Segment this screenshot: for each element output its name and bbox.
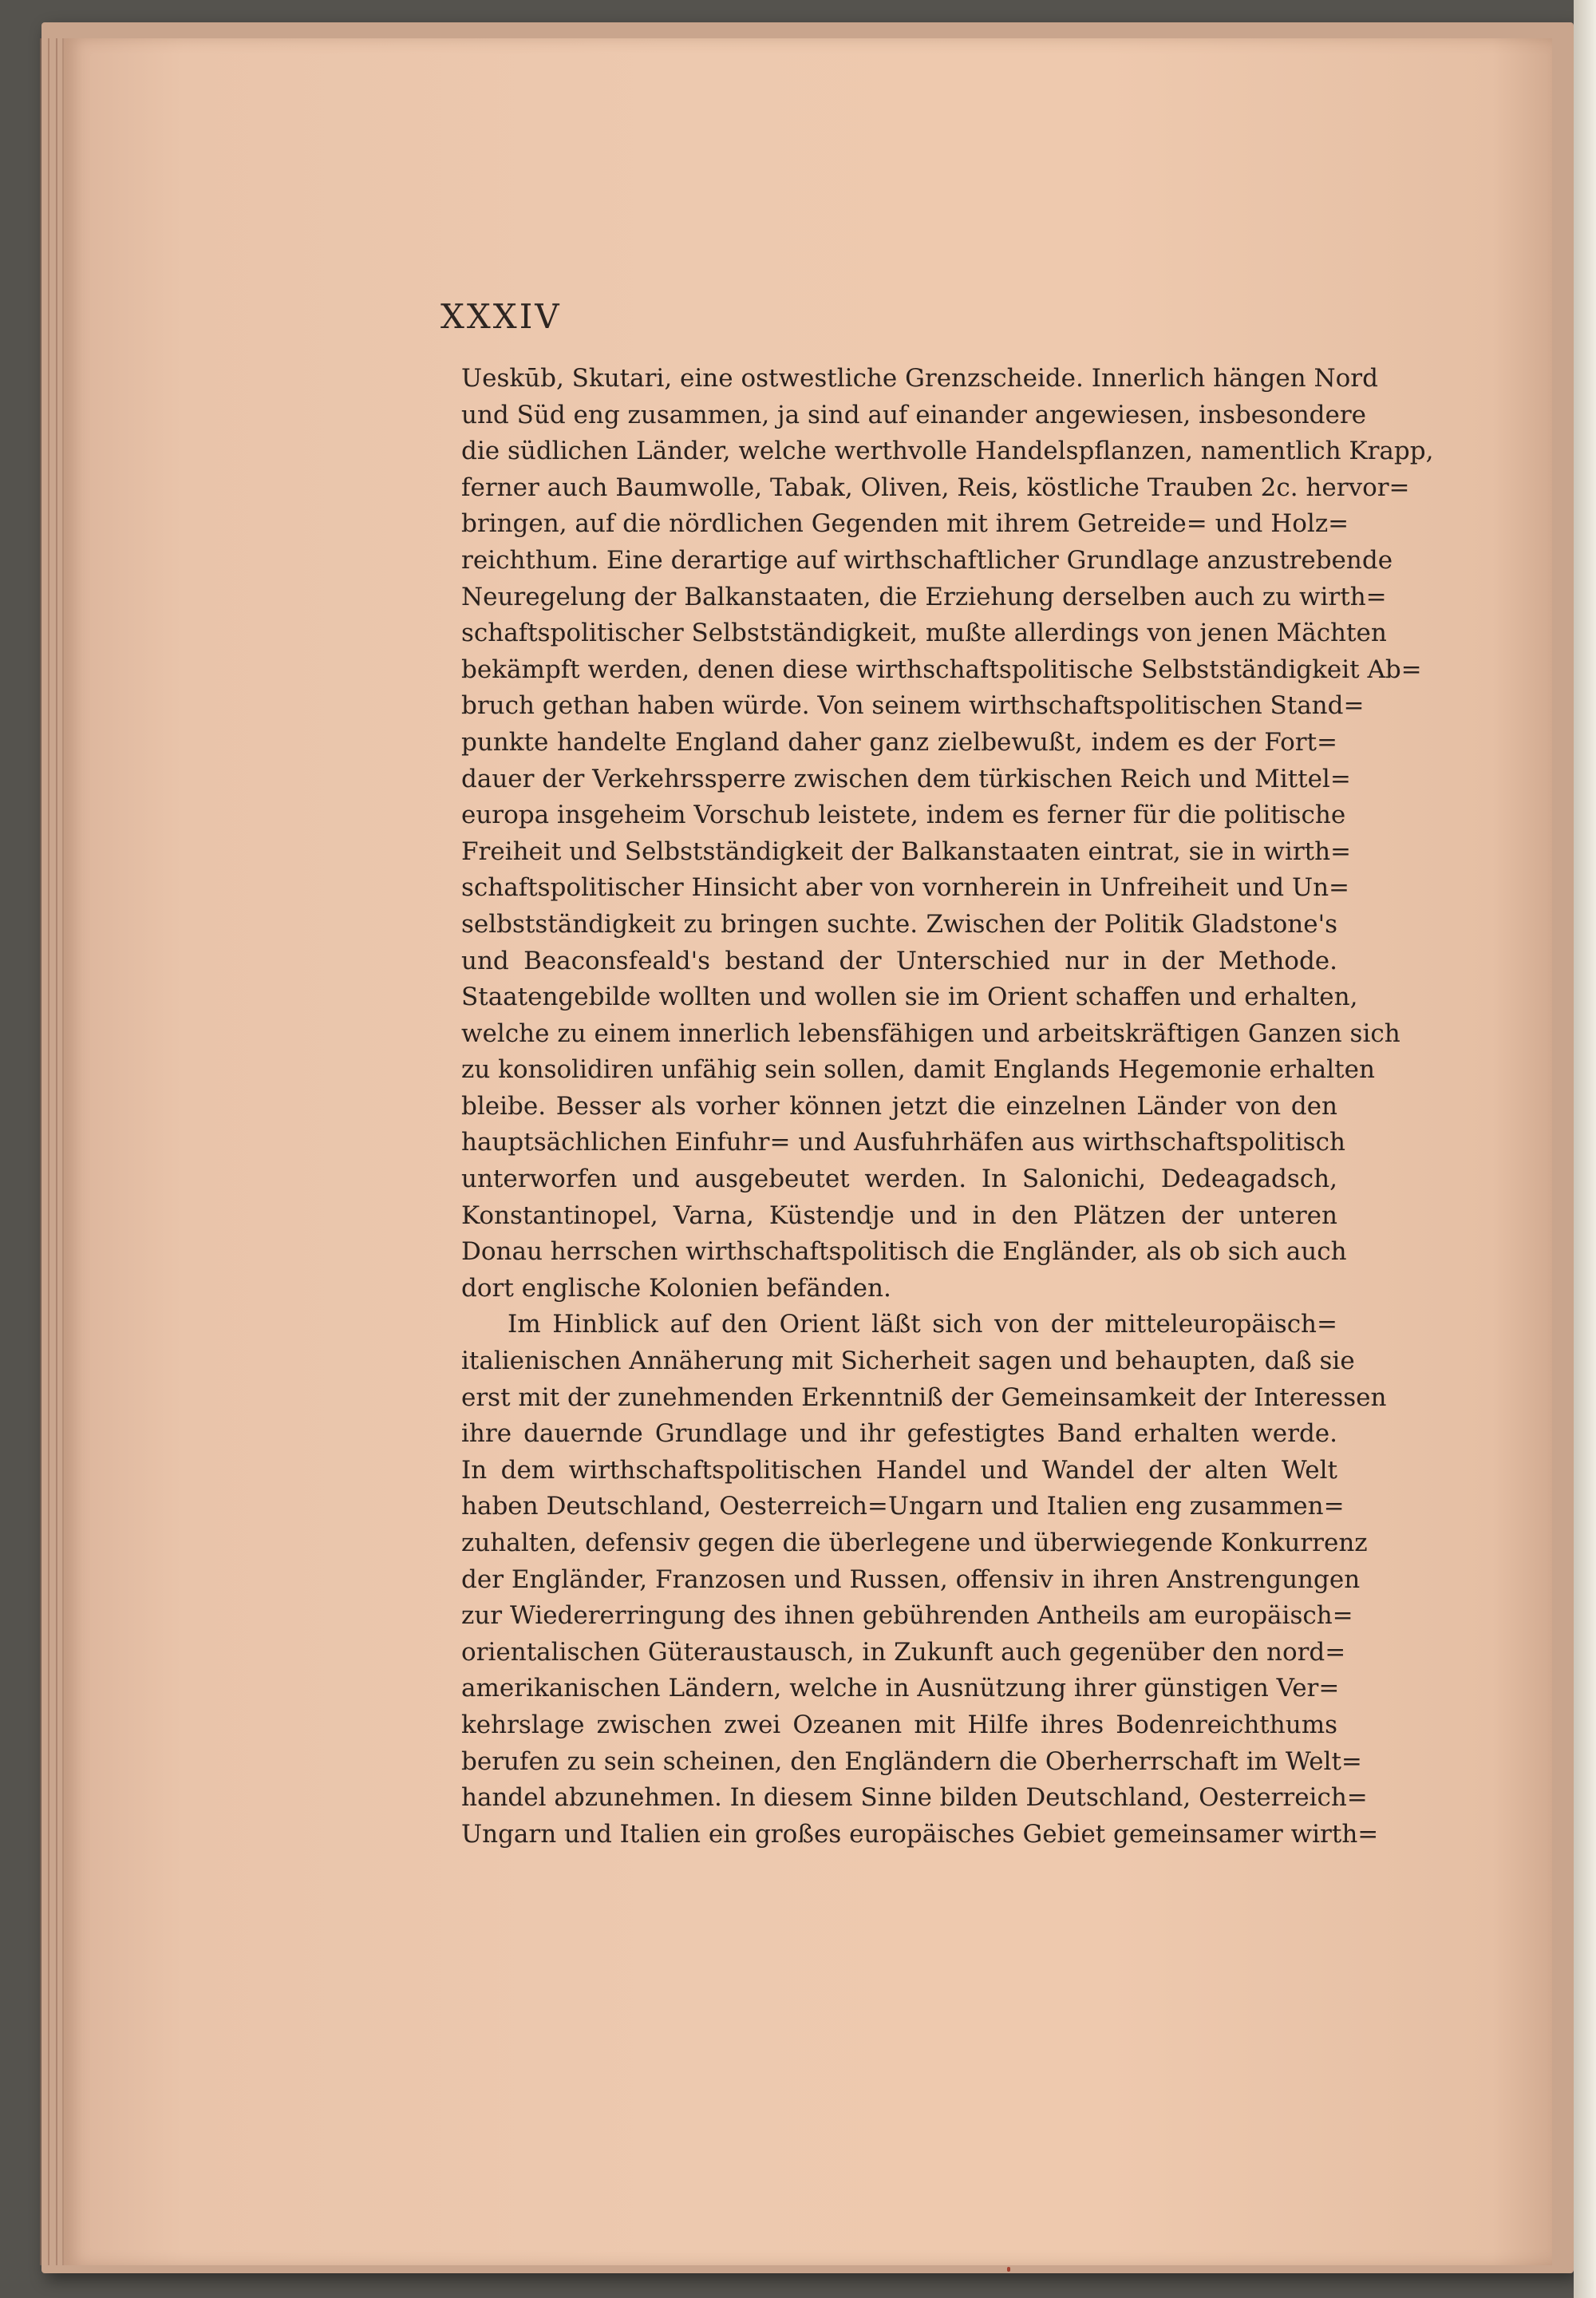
text-line: der Engländer, Franzosen und Russen, offensiv in ihren Anstrengungen [461, 1564, 1361, 1594]
text-line: kehrslage zwischen zwei Ozeanen mit Hilfe ihres Bodenreichthums [461, 1710, 1337, 1739]
paragraph-start-line: Im Hinblick auf den Orient läßt sich von der mitteleuropäisch= [508, 1310, 1337, 1339]
text-line: schaftspolitischer Hinsicht aber von vornherein in Unfreiheit und Un= [461, 873, 1350, 903]
text-line: reichthum. Eine derartige auf wirthschaftlicher Grundlage anzustrebende [461, 545, 1393, 575]
text-line: zu konsolidiren unfähig sein sollen, damit Englands Hegemonie erhalten [461, 1055, 1375, 1085]
text-line: bruch gethan haben würde. Von seinem wirthschaftspolitischen Stand= [461, 691, 1365, 721]
text-line: Neuregelung der Balkanstaaten, die Erziehung derselben auch zu wirth= [461, 582, 1387, 611]
text-line: punkte handelte England daher ganz zielbewußt, indem es der Fort= [461, 727, 1337, 757]
text-line: dauer der Verkehrssperre zwischen dem türkischen Reich und Mittel= [461, 764, 1351, 793]
text-line: zur Wiedererringung des ihnen gebührenden Antheils am europäisch= [461, 1601, 1353, 1631]
text-line: und Beaconsfeald's bestand der Unterschied nur in der Methode. [461, 946, 1337, 975]
text-line: Konstantinopel, Varna, Küstendje und in den Plätzen der unteren [461, 1200, 1337, 1230]
body-text [461, 361, 1434, 1853]
text-line: die südlichen Länder, welche werthvolle Handelspflanzen, namentlich Krapp, [461, 437, 1434, 466]
text-line: selbstständigkeit zu bringen suchte. Zwischen der Politik Gladstone's [461, 909, 1337, 939]
text-line: berufen zu sein scheinen, den Engländern die Oberherrschaft im Welt= [461, 1746, 1362, 1776]
text-line: Freiheit und Selbstständigkeit der Balkanstaaten eintrat, sie in wirth= [461, 837, 1352, 866]
text-line: und Süd eng zusammen, ja sind auf einander angewiesen, insbesondere [461, 400, 1367, 429]
paper-speck [1007, 2267, 1010, 2272]
text-line: haben Deutschland, Oesterreich=Ungarn und Italien eng zusammen= [461, 1492, 1345, 1521]
text-line: amerikanischen Ländern, welche in Ausnützung ihrer günstigen Ver= [461, 1674, 1340, 1703]
text-line: Ueskūb, Skutari, eine ostwestliche Grenzscheide. Innerlich hängen Nord [461, 364, 1378, 393]
page-edge-line [40, 38, 41, 2265]
paragraph-end-line: dort englische Kolonien befänden. [461, 1273, 891, 1303]
text-line: handel abzunehmen. In diesem Sinne bilden Deutschland, Oesterreich= [461, 1783, 1368, 1813]
text-line: unterworfen und ausgebeutet werden. In Salonichi, Dedeagadsch, [461, 1165, 1337, 1194]
scanner-margin [1574, 0, 1596, 2298]
text-line: europa insgeheim Vorschub leistete, indem es ferner für die politische [461, 801, 1346, 830]
page-edge-line [48, 38, 49, 2265]
text-line: bleibe. Besser als vorher können jetzt die einzelnen Länder von den [461, 1091, 1337, 1121]
text-line: bringen, auf die nördlichen Gegenden mit ihrem Getreide= und Holz= [461, 509, 1349, 539]
text-line: welche zu einem innerlich lebensfähigen und arbeitskräftigen Ganzen sich [461, 1018, 1400, 1048]
text-line: ferner auch Baumwolle, Tabak, Oliven, Reis, köstliche Trauben 2c. hervor= [461, 473, 1410, 502]
text-line: Donau herrschen wirthschaftspolitisch die Engländer, als ob sich auch [461, 1237, 1347, 1267]
page-edge-line [56, 38, 57, 2265]
text-line: zuhalten, defensiv gegen die überlegene und überwiegende Konkurrenz [461, 1529, 1368, 1557]
text-line: ihre dauernde Grundlage und ihr gefestigtes Band erhalten werde. [461, 1419, 1337, 1449]
text-line: orientalischen Güteraustausch, in Zukunft auch gegenüber den nord= [461, 1637, 1346, 1667]
text-line: erst mit der zunehmenden Erkenntniß der Gemeinsamkeit der Interessen [461, 1382, 1387, 1412]
text-line: Staatengebilde wollten und wollen sie im Orient schaffen und erhalten, [461, 983, 1358, 1012]
page-number: XXXIV [440, 297, 562, 336]
text-line: Ungarn und Italien ein großes europäisches Gebiet gemeinsamer wirth= [461, 1819, 1379, 1849]
text-line: schaftspolitischer Selbstständigkeit, mußte allerdings von jenen Mächten [461, 619, 1387, 648]
text-line: bekämpft werden, denen diese wirthschaftspolitische Selbstständigkeit Ab= [461, 655, 1422, 684]
text-line: In dem wirthschaftspolitischen Handel und Wandel der alten Welt [461, 1455, 1337, 1485]
text-line: hauptsächlichen Einfuhr= und Ausfuhrhäfen aus wirthschaftspolitisch [461, 1128, 1345, 1157]
text-line: italienischen Annäherung mit Sicherheit sagen und behaupten, daß sie [461, 1347, 1355, 1376]
